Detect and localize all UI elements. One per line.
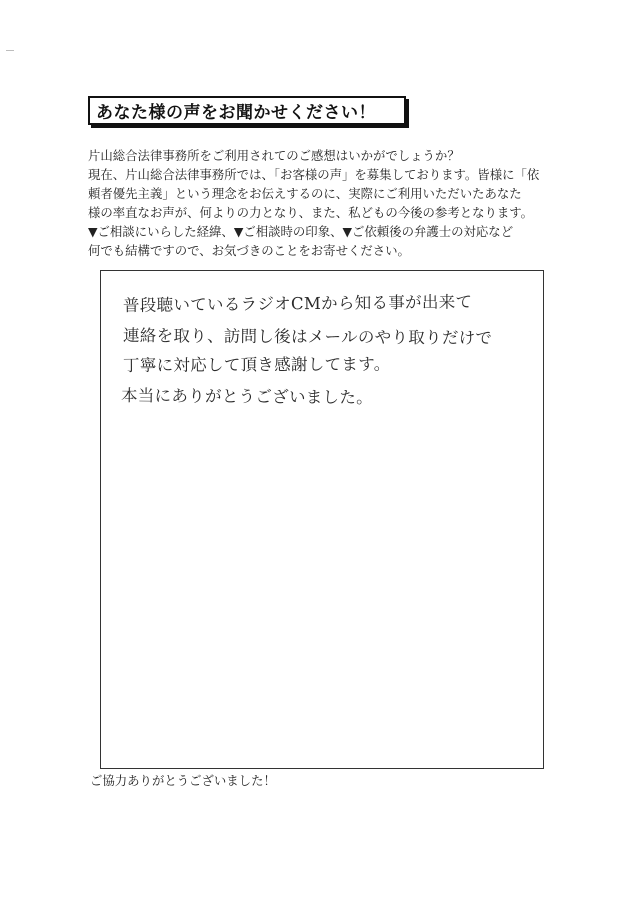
- handwritten-line: 連絡を取り、訪問し後はメールのやり取りだけで: [122, 326, 493, 348]
- scan-mark: [6, 50, 14, 51]
- page-title: あなた様の声をお聞かせください！: [96, 103, 376, 123]
- intro-line: ▼ご相談にいらした経緯、▼ご相談時の印象、▼ご依頼後の弁護士の対応など: [88, 224, 514, 239]
- handwritten-line: 普段聴いているラジオCMから知る事が出来て: [122, 292, 473, 315]
- handwritten-comment: [120, 291, 543, 411]
- title-banner: [88, 96, 406, 125]
- closing-message: ご協力ありがとうございました！: [90, 773, 276, 788]
- intro-line: 様の率直なお声が、何よりの力となり、また、私どもの今後の参考となります。: [88, 205, 534, 220]
- handwritten-line: 丁寧に対応して頂き感謝してます。: [122, 354, 391, 375]
- customer-comment-box: [100, 270, 544, 769]
- handwritten-line: 本当にありがとうございました。: [120, 386, 374, 408]
- intro-line: 現在、片山総合法律事務所では、「お客様の声」を募集しております。皆様に「依: [88, 167, 540, 182]
- intro-line: 片山総合法律事務所をご利用されてのご感想はいかがでしょうか？: [88, 148, 460, 163]
- intro-line: 何でも結構ですので、お気づきのことをお寄せください。: [88, 243, 410, 258]
- intro-line: 頼者優先主義」という理念をお伝えするのに、実際にご利用いただいたあなた: [88, 186, 522, 201]
- intro-paragraph: [88, 146, 558, 260]
